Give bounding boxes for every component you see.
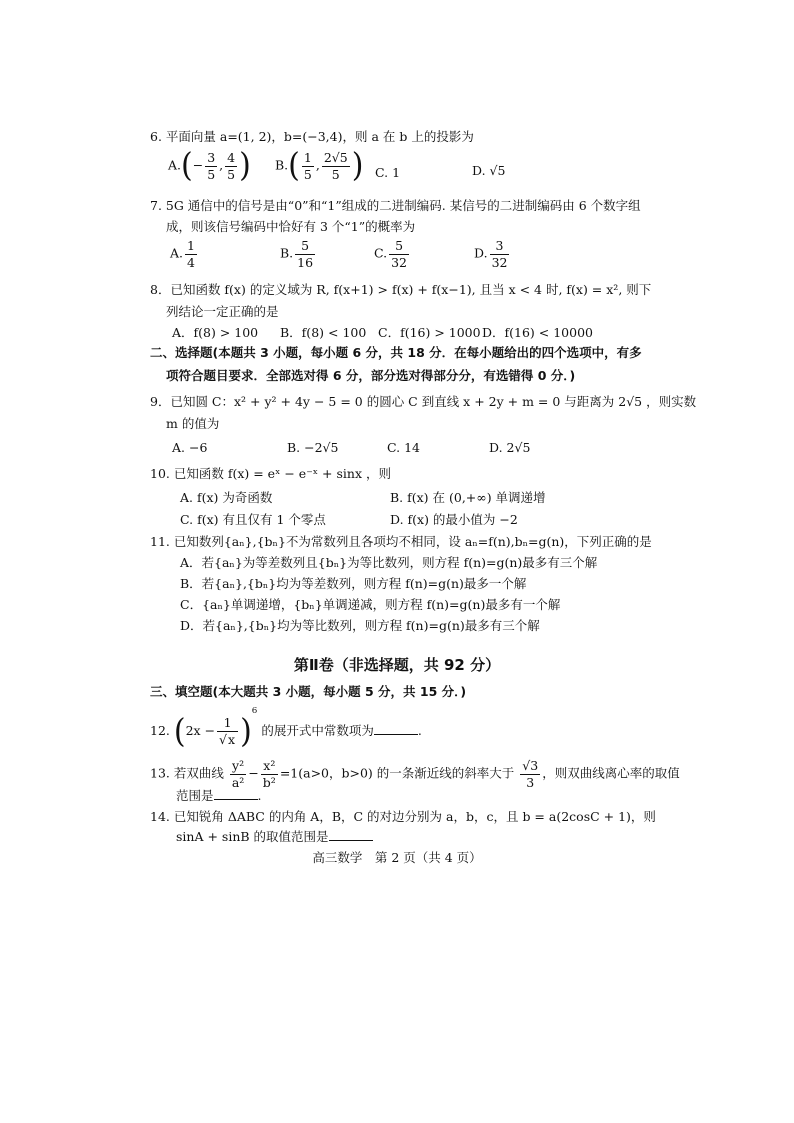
- section-3-heading: 三、填空题(本大题共 3 小题，每小题 5 分，共 15 分．): [150, 684, 467, 699]
- q10-option-b: B. f(x) 在 (0,+∞) 单调递增: [390, 490, 546, 505]
- q6-option-d: D. √5: [472, 163, 506, 178]
- q11-option-a: A．若{aₙ}为等差数列且{bₙ}为等比数列，则方程 f(n)=g(n)最多有三个解: [180, 555, 598, 570]
- q9-option-c: C. 14: [387, 440, 420, 455]
- q8-stem-line1: 8．已知函数 f(x) 的定义域为 R, f(x+1) > f(x) + f(x−1), 且当 x < 4 时, f(x) = x², 则下: [150, 282, 652, 297]
- q13-stem-line1: 13. 若双曲线 $\frac{\text{y²}}{\text{a²}}$ − $\frac{\text{x²}}{\text{b²}}$ =1(a>0，b>0) 的一条渐近线的斜率大于 $\frac{√3}{3}$ ，则双曲线离心率的取值: [150, 758, 680, 790]
- q14-answer-blank[interactable]: [329, 830, 373, 841]
- q14-stem-line2: sinA + sinB 的取值范围是: [176, 829, 373, 845]
- page-footer: 高三数学 第 2 页（共 4 页）: [312, 850, 482, 865]
- q9-option-b: B. −2√5: [287, 440, 339, 455]
- q6-stem: 6. 平面向量 a=(1, 2)，b=(−3,4)，则 a 在 b 上的投影为: [150, 129, 474, 144]
- q9-option-d: D. 2√5: [489, 440, 531, 455]
- q7-stem-line1: 7. 5G 通信中的信号是由“0”和“1”组成的二进制编码. 某信号的二进制编码由 6 个数字组: [150, 198, 641, 213]
- section-2-line2: 项符合题目要求．全部选对得 6 分，部分选对得部分分，有选错得 0 分．): [166, 368, 576, 383]
- q10-stem: 10. 已知函数 f(x) = eˣ − e⁻ˣ + sinx ，则: [150, 466, 391, 481]
- q8-option-c: C．f(16) > 1000: [378, 325, 481, 340]
- q7-option-d: D. $\frac{3}{32}$: [474, 238, 508, 270]
- q8-option-b: B．f(8) < 100: [280, 325, 367, 340]
- q14-stem-line1: 14. 已知锐角 ΔABC 的内角 A，B，C 的对边分别为 a，b，c，且 b = a(2cosC + 1)，则: [150, 809, 656, 824]
- part-2-title: 第Ⅱ卷（非选择题，共 92 分）: [293, 656, 501, 674]
- q11-stem: 11. 已知数列{aₙ},{bₙ}不为常数列且各项均不相同，设 aₙ=f(n),bₙ=g(n)，下列正确的是: [150, 534, 652, 549]
- q9-option-a: A. −6: [172, 440, 208, 455]
- q9-stem-line1: 9．已知圆 C：x² + y² + 4y − 5 = 0 的圆心 C 到直线 x + 2y + m = 0 与距离为 2√5 ，则实数: [150, 394, 697, 409]
- q7-option-b: B. $\frac{5}{16}$: [280, 238, 314, 270]
- q10-option-a: A. f(x) 为奇函数: [180, 490, 273, 505]
- section-2-line1: 二、选择题(本题共 3 小题，每小题 6 分，共 18 分．在每小题给出的四个选项中，有多: [150, 345, 642, 360]
- q13-stem-line2: 范围是 .: [176, 788, 262, 803]
- q12-stem: 12. (2x − $\frac{1}{√x}$ )$^6$ 的展开式中常数项为 .: [150, 706, 422, 751]
- q7-stem-line2: 成，则该信号编码中恰好有 3 个“1”的概率为: [166, 219, 416, 234]
- q6-option-b: B.( $\frac{1}{5}$ , $\frac{2√5}{5}$ ): [275, 146, 364, 185]
- q8-option-d: D．f(16) < 10000: [482, 325, 593, 340]
- q9-stem-line2: m 的值为: [166, 416, 220, 431]
- q12-answer-blank[interactable]: [374, 724, 418, 735]
- q7-option-a: A. $\frac{1}{4}$: [170, 238, 195, 270]
- q7-option-c: C. $\frac{5}{32}$: [374, 238, 407, 270]
- q13-answer-blank[interactable]: [214, 789, 258, 800]
- q11-option-d: D．若{aₙ},{bₙ}均为等比数列，则方程 f(n)=g(n)最多有三个解: [180, 618, 540, 633]
- q10-option-d: D. f(x) 的最小值为 −2: [390, 512, 518, 527]
- q8-stem-line2: 列结论一定正确的是: [166, 304, 279, 319]
- q10-option-c: C. f(x) 有且仅有 1 个零点: [180, 512, 326, 527]
- q6-option-a: A.(− $\frac{3}{5}$ , $\frac{4}{5}$ ): [168, 146, 251, 185]
- q11-option-b: B．若{aₙ},{bₙ}均为等差数列，则方程 f(n)=g(n)最多一个解: [180, 576, 527, 591]
- q8-option-a: A．f(8) > 100: [172, 325, 259, 340]
- q11-option-c: C．{aₙ}单调递增，{bₙ}单调递减，则方程 f(n)=g(n)最多有一个解: [180, 597, 561, 612]
- q6-option-c: C. 1: [375, 165, 401, 180]
